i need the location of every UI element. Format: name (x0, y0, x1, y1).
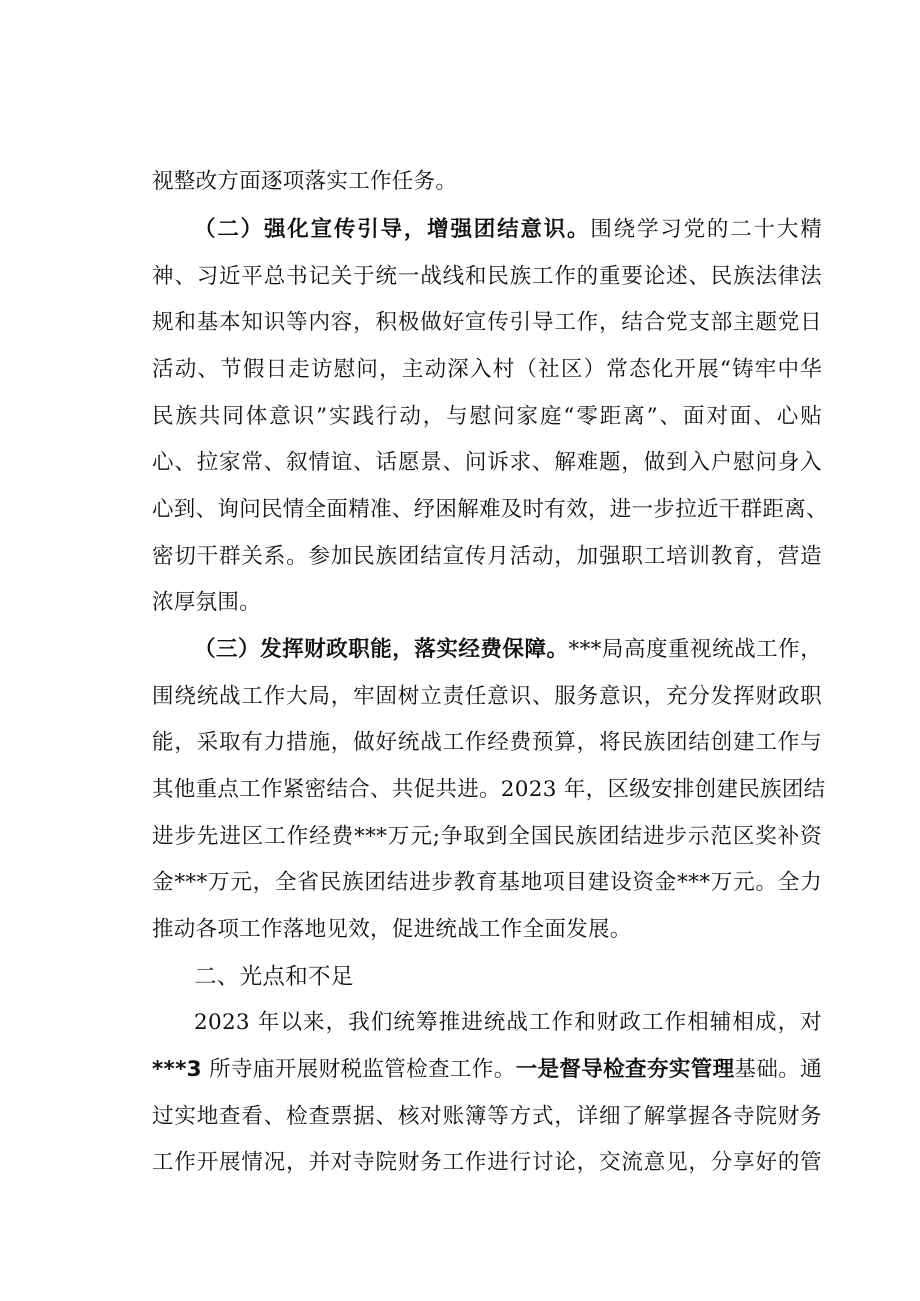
section-title: 二、光点和不足 (194, 964, 354, 990)
paragraph-line: 其他重点工作紧密结合、共促共进。2023 年，区级安排创建民族团结 (152, 777, 826, 802)
paragraph-line: 民族共同体意识”实践行动，与慰问家庭“零距离”、面对面、心贴 (152, 404, 822, 429)
paragraph-line: 工作开展情况，并对寺院财务工作进行讨论，交流意见，分享好的管 (152, 1150, 822, 1175)
subheading-bold: （二）强化宣传引导，增强团结意识。 (194, 217, 591, 242)
paragraph-line: 金***万元，全省民族团结进步教育基地项目建设资金***万元。全力 (152, 870, 822, 895)
subheading-bold: （三）发挥财政职能，落实经费保障。 (194, 637, 569, 662)
paragraph-line: ***3 所寺庙开展财税监管检查工作。一是督导检查夯实管理基础。通 (152, 1057, 822, 1082)
paragraph-line: 浓厚氛围。 (152, 590, 262, 615)
paragraph-line: 推动各项工作落地见效，促进统战工作全面发展。 (152, 917, 632, 942)
paragraph-line: 过实地查看、检查票据、核对账簿等方式，详细了解掌握各寺院财务 (152, 1104, 822, 1129)
paragraph-line: 能，采取有力措施，做好统战工作经费预算，将民族团结创建工作与 (152, 730, 822, 755)
paragraph-line: 视整改方面逐项落实工作任务。 (152, 169, 458, 194)
paragraph-heading-line: （三）发挥财政职能，落实经费保障。***局高度重视统战工作， (194, 637, 822, 662)
paragraph-line: 密切干群关系。参加民族团结宣传月活动，加强职工培训教育，营造 (152, 544, 822, 569)
emphasis-bold: 一是督导检查夯实管理 (515, 1057, 735, 1082)
paragraph-heading-line: （二）强化宣传引导，增强团结意识。围绕学习党的二十大精 (194, 217, 822, 242)
paragraph-line: 心、拉家常、叙情谊、话愿景、问诉求、解难题，做到入户慰问身入 (152, 450, 822, 475)
paragraph-line: 围绕统战工作大局，牢固树立责任意识、服务意识，充分发挥财政职 (152, 684, 822, 709)
paragraph-line: 进步先进区工作经费***万元;争取到全国民族团结进步示范区奖补资 (152, 824, 822, 849)
paragraph-line: 神、习近平总书记关于统一战线和民族工作的重要论述、民族法律法 (152, 264, 822, 289)
paragraph-line: 活动、节假日走访慰问，主动深入村（社区）常态化开展“铸牢中华 (152, 357, 822, 382)
paragraph-line: 规和基本知识等内容，积极做好宣传引导工作，结合党支部主题党日 (152, 310, 822, 335)
paragraph-line: 心到、询问民情全面精准、纾困解难及时有效，进一步拉近干群距离、 (152, 497, 828, 522)
paragraph-line: 2023 年以来，我们统筹推进统战工作和财政工作相辅相成，对 (194, 1010, 822, 1035)
